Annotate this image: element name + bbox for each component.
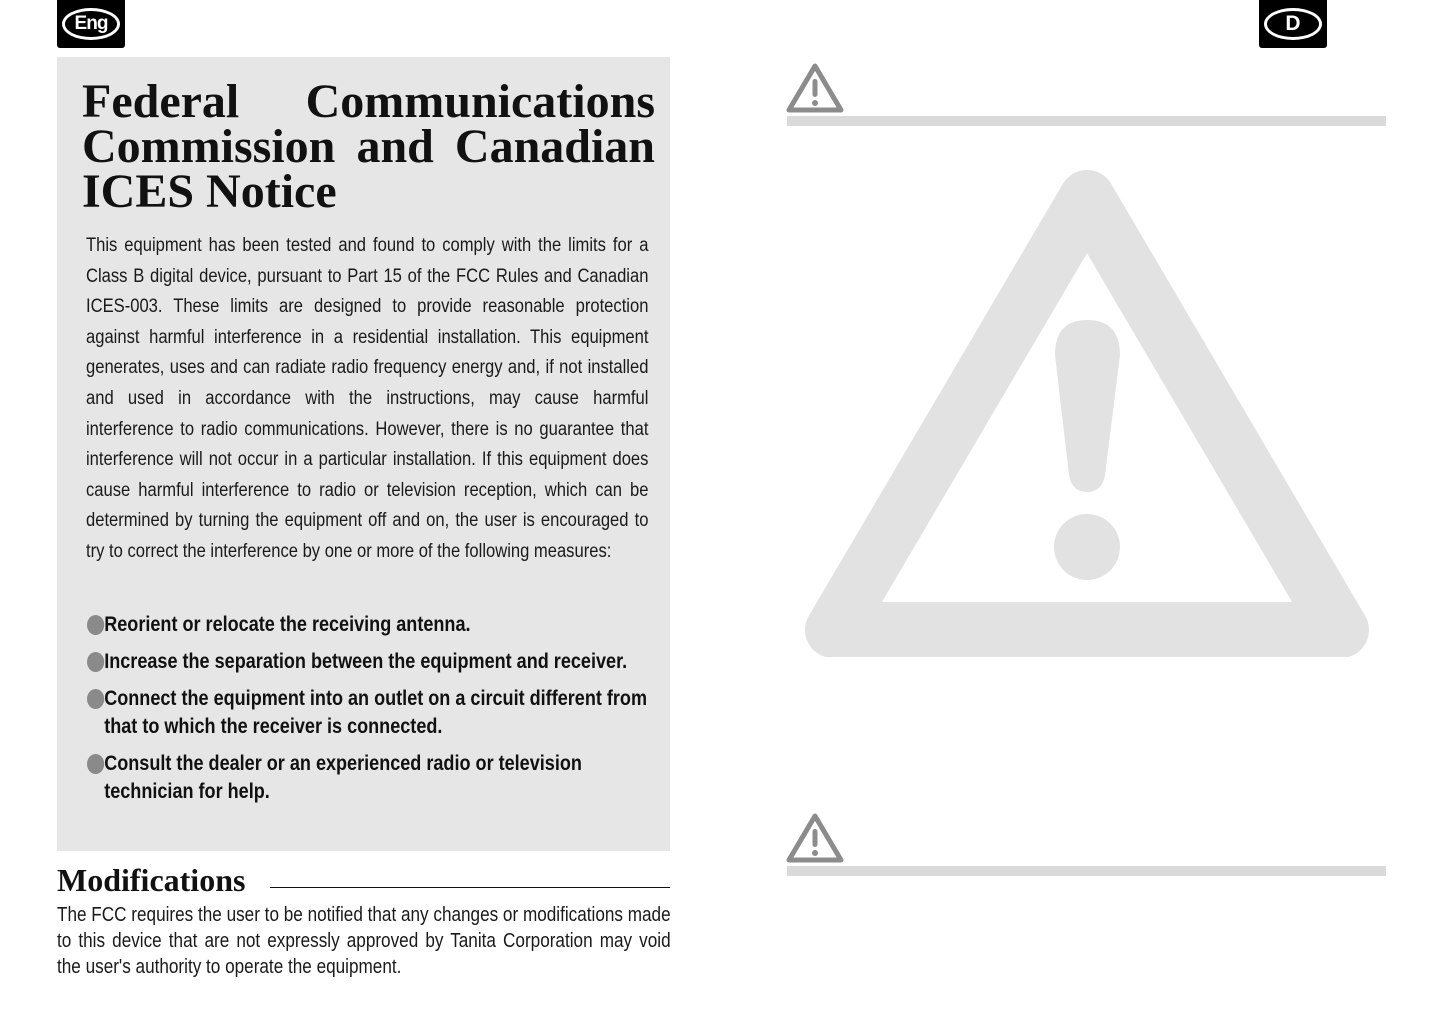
language-badge-label: D bbox=[1264, 8, 1322, 40]
notice-title-line: Commission and Canadian bbox=[82, 120, 655, 173]
notice-title-line: Federal Communications bbox=[82, 75, 655, 128]
measure-text: Increase the separation between the equipment and receiver. bbox=[104, 650, 628, 673]
notice-body-text: This equipment has been tested and found to comply with the limits for a Class B digital device, pursuant to Part 15 of the FCC Rules and Canadian ICES-003. These limits are designed to provide reasonable protection against harmful interference in a residential installation. This equipment generates, uses and can radiate radio frequency energy and, if not installed and used in accordance with the instructions, may cause harmful interference to radio communications. However, there is no guarantee that interference will not occur in a particular installation. If this equipment does cause harmful interference to radio or television reception, which can be determined by turning the equipment off and on, the user is encouraged to try to correct the interference by one or more of the following measures: bbox=[86, 235, 649, 562]
notice-title-line: ICES Notice bbox=[82, 165, 337, 218]
measure-item bbox=[87, 611, 668, 639]
measure-item bbox=[87, 648, 668, 676]
measure-text: Reorient or relocate the receiving antenna. bbox=[104, 613, 471, 636]
measures-list bbox=[87, 611, 652, 815]
fcc-notice-panel bbox=[57, 57, 670, 851]
section-divider-bar bbox=[787, 116, 1386, 126]
notice-title bbox=[82, 75, 655, 218]
language-badge-english bbox=[57, 0, 125, 48]
measure-text: Consult the dealer or an experienced radio or television technician for help. bbox=[104, 752, 582, 803]
section-divider-bar bbox=[787, 866, 1386, 876]
modifications-heading: Modifications bbox=[57, 862, 257, 899]
modifications-heading-rule bbox=[270, 887, 670, 888]
bullet-dot-icon bbox=[87, 652, 104, 672]
measure-item bbox=[87, 750, 668, 806]
warning-triangle-icon bbox=[785, 812, 845, 864]
bullet-dot-icon bbox=[87, 754, 104, 774]
bullet-dot-icon bbox=[87, 689, 104, 709]
modifications-body-text: The FCC requires the user to be notified that any changes or modifications made to this device that are not expressly approved by Tanita Corporation may void the user's authority to operate the equipment. bbox=[57, 904, 671, 978]
measure-text: Connect the equipment into an outlet on a circuit different from that to which the receiver is connected. bbox=[104, 687, 648, 738]
bullet-dot-icon bbox=[87, 615, 104, 635]
warning-triangle-icon bbox=[785, 62, 845, 114]
language-badge-label: Eng bbox=[62, 8, 120, 40]
measure-item bbox=[87, 685, 668, 741]
large-warning-triangle-icon bbox=[805, 170, 1369, 657]
language-badge-german bbox=[1259, 0, 1327, 48]
